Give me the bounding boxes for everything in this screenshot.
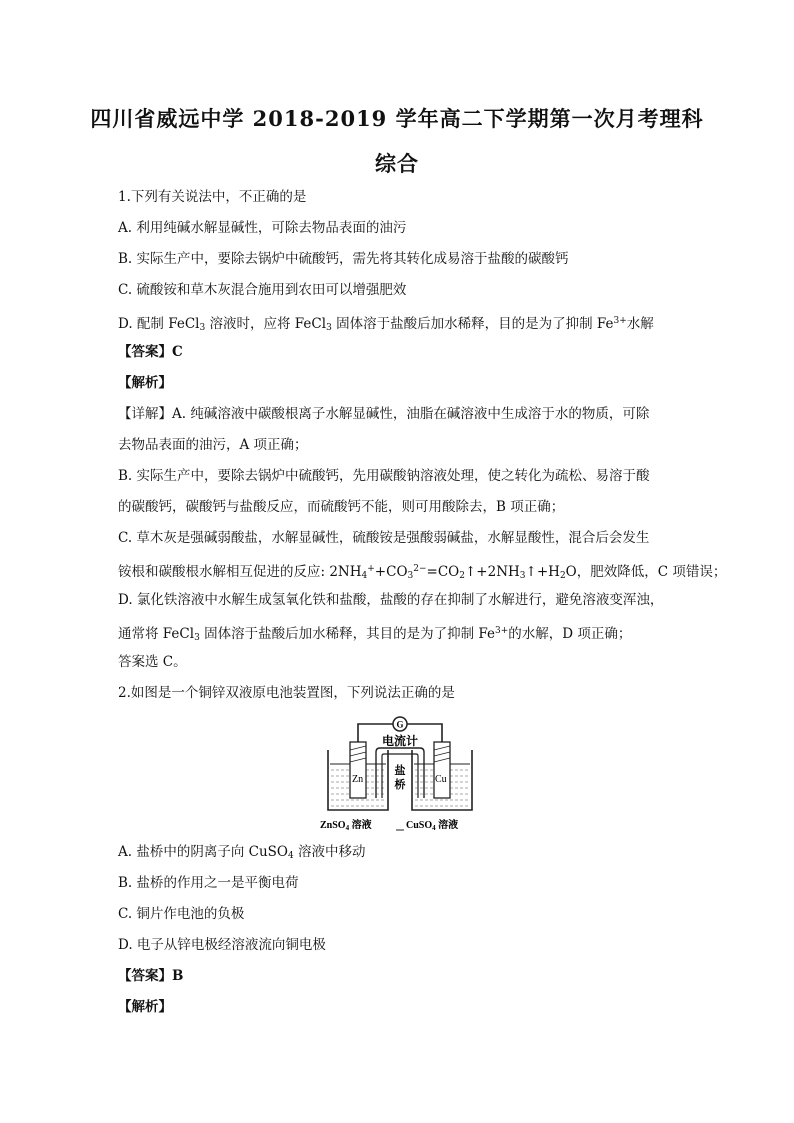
q1-answer: 【答案】C	[118, 344, 183, 360]
q2-stem: 2.如图是一个铜锌双液原电池装置图，下列说法正确的是	[118, 685, 455, 701]
galvanic-cell-diagram	[320, 712, 480, 837]
q1-detail-line: D. 氯化铁溶液中水解生成氢氧化铁和盐酸，盐酸的存在抑制了水解进行，避免溶液变浑浊，	[118, 592, 664, 608]
q1-stem: 1.下列有关说法中，不正确的是	[118, 189, 307, 205]
q1-option-b: B. 实际生产中，要除去锅炉中硫酸钙，需先将其转化成易溶于盐酸的碳酸钙	[118, 251, 569, 267]
q1-option-c: C. 硫酸铵和草木灰混合施用到农田可以增强肥效	[118, 282, 407, 298]
salt-bridge-label-bottom: 桥	[394, 778, 406, 791]
copper-electrode	[434, 742, 450, 798]
copper-label: Cu	[435, 774, 447, 785]
q1-detail-line: B. 实际生产中，要除去锅炉中硫酸钙，先用碳酸钠溶液处理，使之转化为疏松、易溶于酸	[118, 468, 650, 484]
zinc-label: Zn	[352, 774, 364, 785]
q2-answer: 【答案】B	[118, 968, 184, 984]
page-title-continued: 综合	[375, 151, 419, 176]
meter-label: 电流计	[381, 734, 419, 748]
right-solution-caption: CuSO$_4$ 溶液	[406, 820, 459, 832]
page-title: 四川省威远中学 2018-2019 学年高二下学期第一次月考理科	[90, 106, 704, 131]
q1-analysis-heading: 【解析】	[118, 375, 172, 391]
q1-option-d: D. 配制 FeCl$_3$ 溶液时，应将 FeCl$_3$ 固体溶于盐酸后加水稀释，目的是为了抑制 $Fe^{3+}$水解	[118, 316, 654, 333]
salt-bridge-label-top: 盐	[394, 764, 406, 777]
q2-option-a: A. 盐桥中的阴离子向 CuSO$_4$ 溶液中移动	[118, 844, 366, 861]
q2-option-b: B. 盐桥的作用之一是平衡电荷	[118, 875, 299, 891]
q1-detail-line: 去物品表面的油污，A 项正确；	[118, 437, 308, 453]
q2-analysis-heading: 【解析】	[118, 999, 172, 1015]
q1-detail-line: 【详解】A. 纯碱溶液中碳酸根离子水解显碱性，油脂在碱溶液中生成溶于水的物质，可除	[118, 406, 650, 422]
q1-detail-line: 的碳酸钙，碳酸钙与盐酸反应，而硫酸钙不能，则可用酸除去，B 项正确；	[118, 499, 565, 515]
q1-detail-line: 铵根和碳酸根水解相互促进的反应: $2NH_4^++CO_3^{2-}=CO_2↑+2NH_3↑+H_2O$，肥效降低，C 项错误；	[118, 564, 727, 581]
q1-detail-line: C. 草木灰是强碱弱酸盐，水解显碱性，硫酸铵是强酸弱碱盐，水解显酸性，混合后会发生	[118, 530, 650, 546]
left-solution-caption: ZnSO$_4$ 溶液	[320, 820, 372, 832]
q1-conclusion: 答案选 C。	[118, 654, 187, 670]
q1-option-a: A. 利用纯碱水解显碱性，可除去物品表面的油污	[118, 220, 407, 236]
q2-option-d: D. 电子从锌电极经溶液流向铜电极	[118, 937, 326, 953]
q1-detail-line: 通常将 FeCl$_3$ 固体溶于盐酸后加水稀释，其目的是为了抑制 $Fe^{3+}$的水解，D 项正确；	[118, 626, 632, 643]
q2-option-c: C. 铜片作电池的负极	[118, 906, 245, 922]
zinc-electrode	[350, 742, 366, 798]
galvanometer-label: G	[396, 719, 404, 730]
